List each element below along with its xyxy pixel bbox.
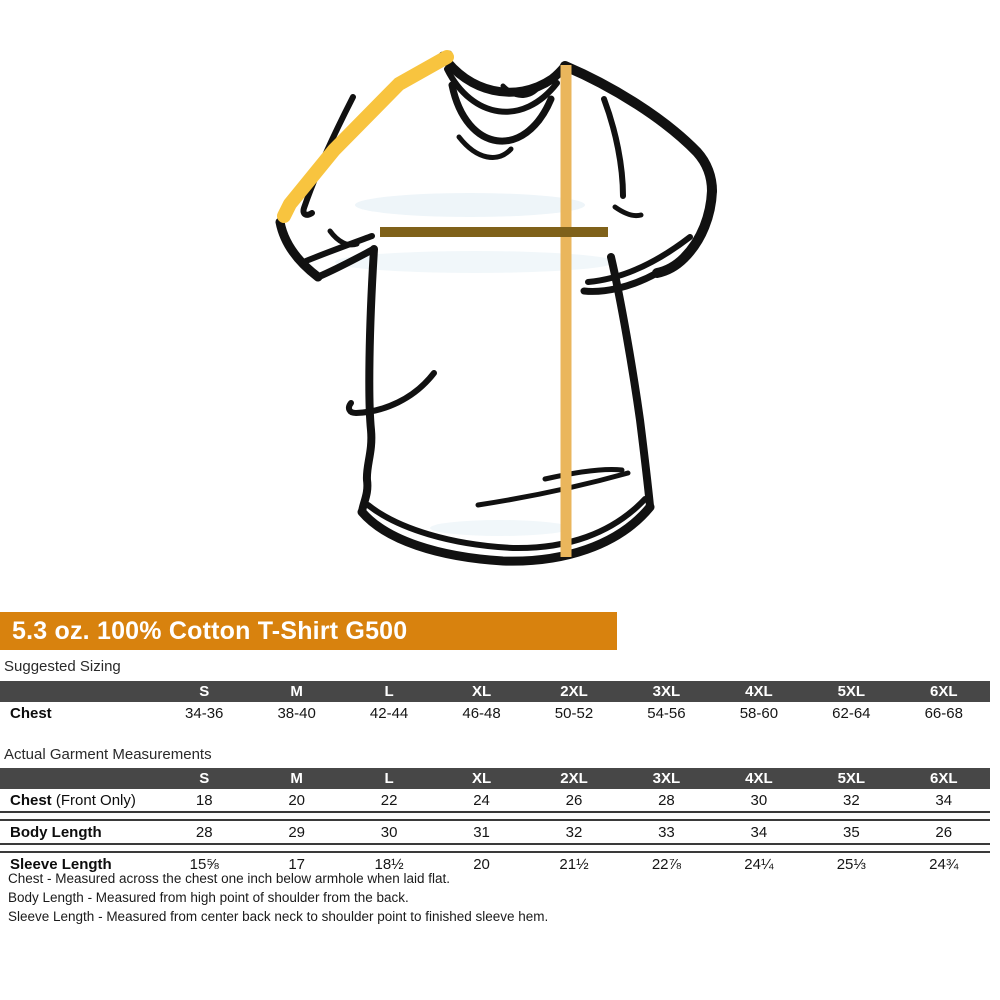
table-cell: 18 [195,791,213,809]
table-cell: 18½ [374,855,404,873]
table-cell: 5XL [837,683,866,700]
table-cell: S [199,770,210,787]
table-cell: 62-64 [832,704,871,722]
row-label: Body Length [10,823,102,841]
table-cell: 30 [380,823,398,841]
table-cell: 58-60 [739,704,779,722]
table-cell: 54-56 [647,704,686,722]
garment-measurements-table [0,768,990,875]
table-cell: 2XL [560,683,588,700]
table-cell: 32 [565,823,583,841]
table-row [0,789,990,811]
table-cell: XL [471,683,492,700]
table-cell: M [290,770,303,787]
table-cell: 26 [565,791,583,809]
table-cell: 26 [935,823,953,841]
table-cell: 35 [842,823,860,841]
table-cell: 5XL [837,770,866,787]
table-row [0,821,990,843]
table-cell: 17 [288,855,305,873]
table-cell: 24 [473,791,490,809]
table-cell: 6XL [930,770,958,787]
table-cell: 38-40 [277,704,316,722]
table-cell: 3XL [652,770,681,787]
table-cell: 22 [380,791,398,809]
table-cell: 50-52 [554,704,594,722]
note-line: Chest - Measured across the chest one inch below armhole when laid flat. [8,871,450,886]
product-title: 5.3 oz. 100% Cotton T-Shirt G500 [12,617,408,645]
actual-measurements-title: Actual Garment Measurements [4,746,212,763]
table-cell: M [290,683,303,700]
table-cell: 4XL [745,770,773,787]
suggested-sizing-table [0,681,990,724]
table-cell: 28 [658,791,675,809]
table-cell: L [384,770,394,787]
table-cell: 20 [288,791,305,809]
table-cell: 22⅞ [651,855,682,873]
table-cell: 34 [750,823,768,841]
note-line: Body Length - Measured from high point of shoulder from the back. [8,890,409,905]
product-title-banner [0,612,617,650]
table-cell: 28 [195,823,213,841]
table-cell: 29 [288,823,305,841]
table-cell: 42-44 [369,704,409,722]
table-cell: 34-36 [185,704,224,722]
table-row [0,702,990,724]
table-cell: 46-48 [462,704,501,722]
double-rule [0,843,990,853]
table-cell: 33 [658,823,675,841]
double-rule [0,811,990,821]
measurement-notes [8,869,548,926]
table-cell: 32 [842,791,860,809]
table-cell: S [199,683,210,700]
table-cell: 2XL [560,770,588,787]
table-cell: 31 [473,823,490,841]
row-label: Chest [10,704,52,722]
table-cell: 66-68 [924,704,963,722]
table-cell: 15⅝ [189,855,219,873]
table-cell: XL [471,770,492,787]
size-header-row [0,681,990,702]
note-line: Sleeve Length - Measured from center back neck to shoulder point to finished sleeve hem. [8,909,549,924]
table-cell: 20 [473,855,490,873]
size-header-row [0,768,990,789]
table-cell: 30 [750,791,768,809]
table-cell: L [384,683,394,700]
row-label: Sleeve Length [10,855,112,873]
table-cell: 3XL [652,683,681,700]
suggested-sizing-title: Suggested Sizing [4,658,121,675]
table-cell: 4XL [745,683,773,700]
table-cell: 21½ [559,855,589,873]
row-label: Chest (Front Only) [10,791,136,809]
sleeve-length-guide-line [284,57,447,216]
table-cell: 24¼ [744,855,774,873]
table-cell: 25⅓ [836,855,866,873]
table-cell: 34 [935,791,953,809]
table-cell: 24¾ [929,855,959,873]
table-cell: 6XL [930,683,958,700]
